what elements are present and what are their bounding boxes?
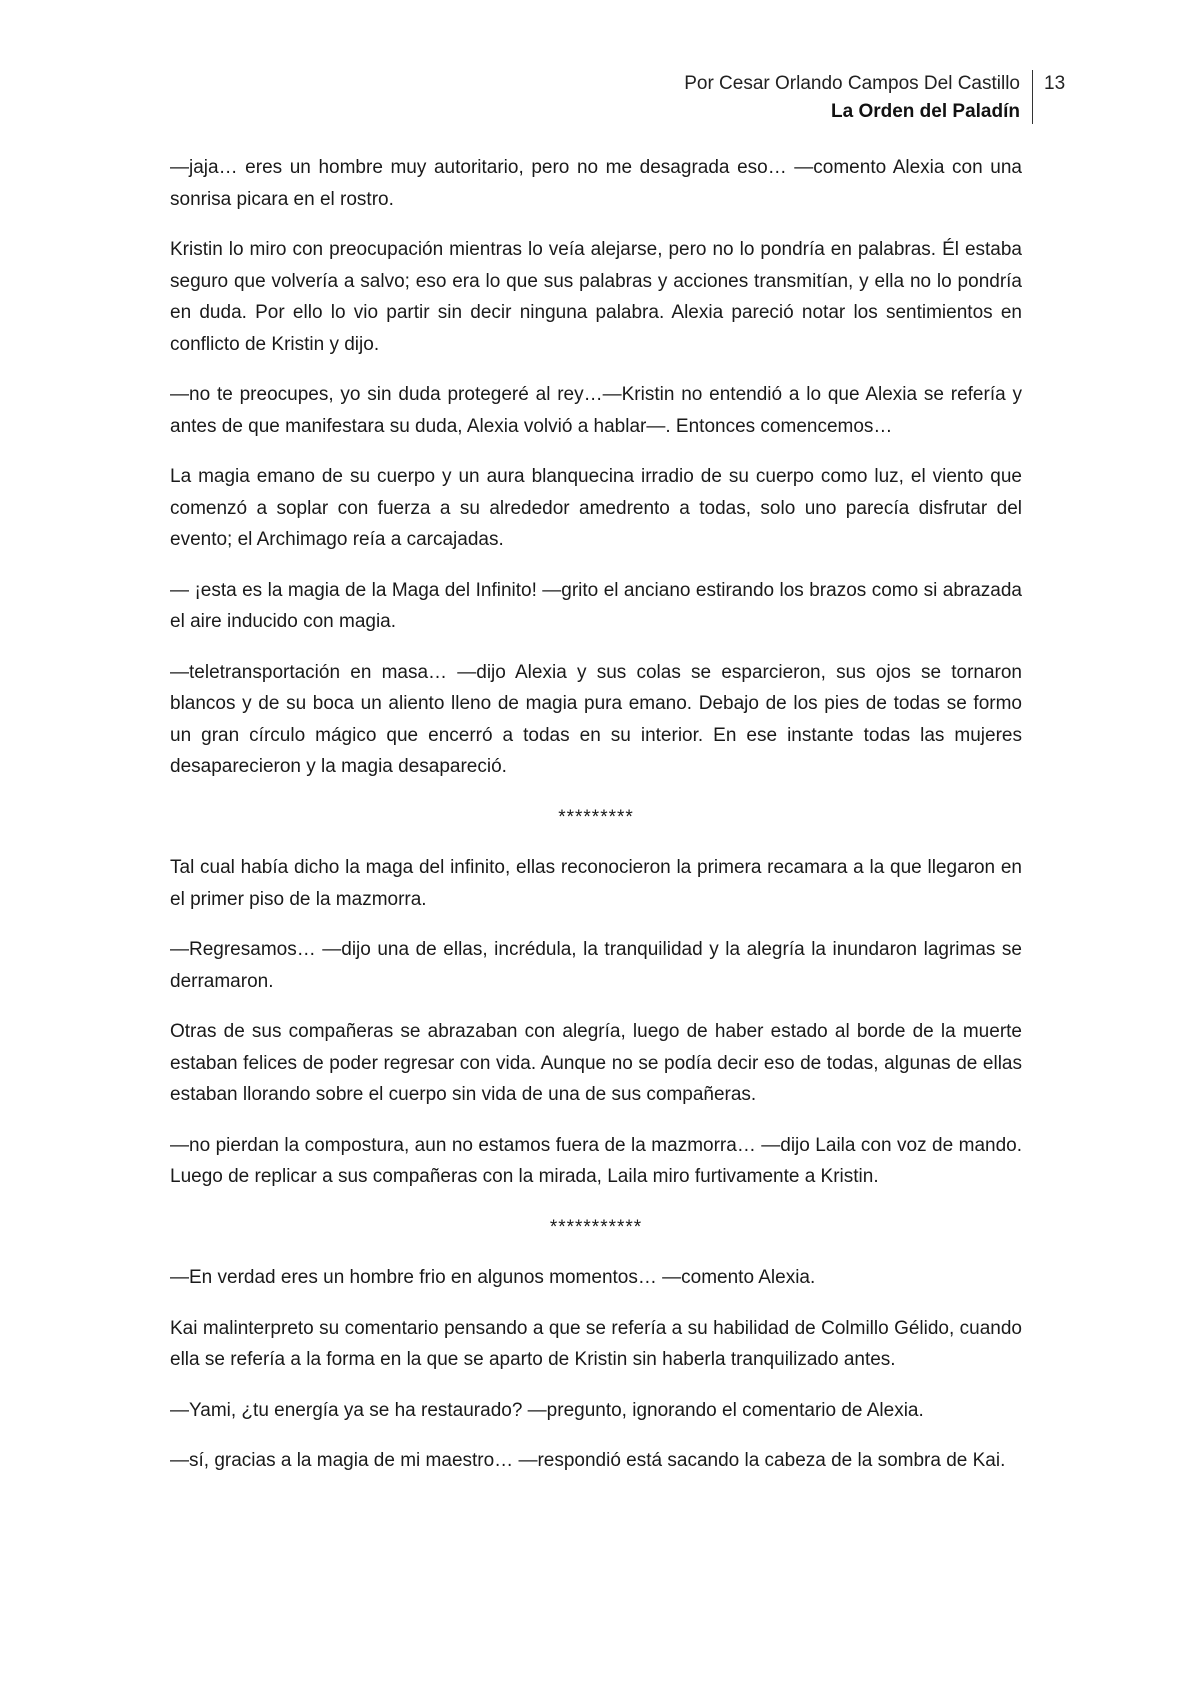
paragraph: —no te preocupes, yo sin duda protegeré al rey…—Kristin no entendió a lo que Alexia se refería y antes de que manifestara su duda, Alexia volvió a hablar—. Entonces comencemos… [170, 384, 1022, 437]
header-divider [1032, 70, 1033, 124]
page-number: 13 [1044, 73, 1066, 94]
paragraph: La magia emano de su cuerpo y un aura blanquecina irradio de su cuerpo como luz, el viento que comenzó a soplar con fuerza a su alrededor amedrento a todas, solo uno parecía disfrutar del evento; el Archimago reía a carcajadas. [170, 466, 1022, 550]
paragraph: —teletransportación en masa… —dijo Alexia y sus colas se esparcieron, sus ojos se tornaron blancos y de su boca un aliento lleno de magia pura emano. Debajo de los pies de todas se formo un gran círculo mágico que encerró a todas en su interior. En ese instante todas las mujeres desaparecieron y la magia desapareció. [170, 661, 1022, 777]
paragraph: —jaja… eres un hombre muy autoritario, pero no me desagrada eso… —comento Alexia con una sonrisa picara en el rostro. [170, 157, 1022, 210]
paragraph: —no pierdan la compostura, aun no estamos fuera de la mazmorra… —dijo Laila con voz de mando. Luego de replicar a sus compañeras con la mirada, Laila miro furtivamente a Kristin. [170, 1134, 1022, 1187]
scene-separator: *********** [549, 1216, 643, 1238]
paragraph: —En verdad eres un hombre frio en algunos momentos… —comento Alexia. [170, 1267, 816, 1288]
running-header [560, 70, 1020, 126]
paragraph: —Yami, ¿tu energía ya se ha restaurado? —pregunto, ignorando el comentario de Alexia. [170, 1399, 924, 1421]
scene-separator: ********* [558, 806, 634, 828]
header-book-title: La Orden del Paladín [831, 101, 1020, 122]
paragraph: —Regresamos… —dijo una de ellas, incrédula, la tranquilidad y la alegría la inundaron lagrimas se derramaron. [170, 939, 1022, 992]
paragraph: Kai malinterpreto su comentario pensando a que se refería a su habilidad de Colmillo Gélido, cuando ella se refería a la forma en la que se aparto de Kristin sin haberla tranquilizado antes. [170, 1317, 1022, 1370]
paragraph: Otras de sus compañeras se abrazaban con alegría, luego de haber estado al borde de la muerte estaban felices de poder regresar con vida. Aunque no se podía decir eso de todas, algunas de ellas estaban llorando sobre el cuerpo sin vida de una de sus compañeras. [170, 1021, 1022, 1105]
paragraph: — ¡esta es la magia de la Maga del Infinito! —grito el anciano estirando los brazos como si abrazada el aire inducido con magia. [170, 579, 1022, 632]
body-text [170, 152, 1022, 1496]
paragraph: Tal cual había dicho la maga del infinito, ellas reconocieron la primera recamara a la que llegaron en el primer piso de la mazmorra. [170, 857, 1022, 910]
header-author: Por Cesar Orlando Campos Del Castillo [684, 73, 1020, 94]
paragraph: —sí, gracias a la magia de mi maestro… —respondió está sacando la cabeza de la sombra de Kai. [170, 1450, 1006, 1471]
paragraph: Kristin lo miro con preocupación mientras lo veía alejarse, pero no lo pondría en palabras. Él estaba seguro que volvería a salvo; eso era lo que sus palabras y acciones transmitían, y ella no lo pondría en duda. Por ello lo vio partir sin decir ninguna palabra. Alexia pareció notar los sentimientos en conflicto de Kristin y dijo. [170, 239, 1022, 355]
